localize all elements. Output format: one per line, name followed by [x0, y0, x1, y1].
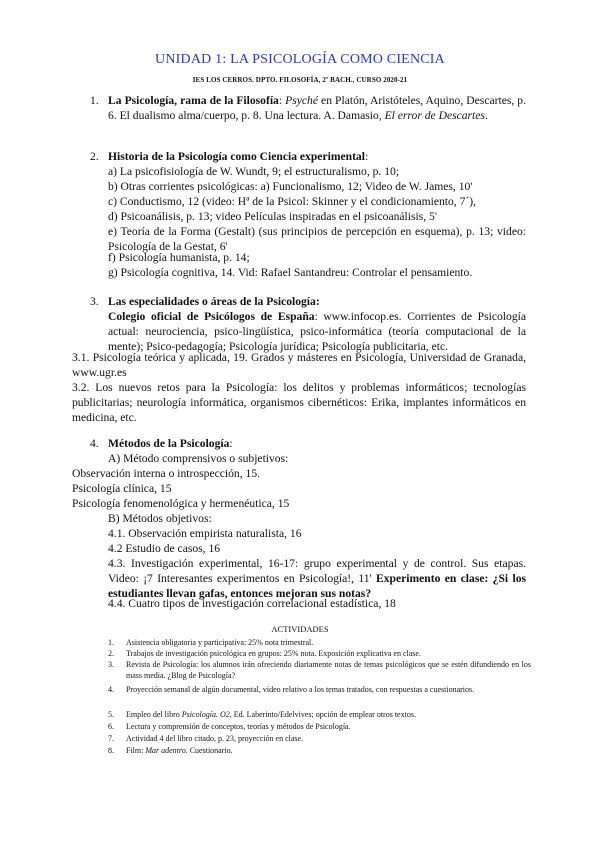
list-item: d) Psicoanálisis, p. 13; video Películas inspiradas en el psicoanálisis, 5' — [108, 210, 437, 223]
page-subtitle: IES LOS CERROS. DPTO. FILOSOFÍA, 2º BACH., CURSO 2020-21 — [192, 76, 408, 84]
list-item: b) Otras corrientes psicológicas: a) Funcionalismo, 12; Video de W. James, 10' — [108, 180, 473, 193]
list-item: e) Teoría de la Forma (Gestalt) (sus principios de percepción en esquema), p. 13; video: Psicología de la Gestat, 6' — [108, 225, 526, 253]
method-b: B) Métodos objetivos: — [108, 512, 212, 525]
section-3-2: 3.2. Los nuevos retos para la Psicología: los delitos y problemas informáticos; tecnologías publicitarias; neurología informática, organismos cibernéticos: Erika, implantes informáticos en medicina, etc. — [72, 381, 526, 424]
list-item: a) La psicofisiología de W. Wundt, 9; el estructuralismo, p. 10; — [108, 165, 400, 178]
section-1-heading: La Psicología, rama de la Filosofía — [108, 94, 279, 107]
method-item: 4.4. Cuatro tipos de investigación correlacional estadística, 18 — [108, 597, 396, 610]
section-3-heading: Las especialidades o áreas de la Psicología: — [108, 295, 320, 308]
section-1-text: La Psicología, rama de la Filosofía: Psyché en Platón, Aristóteles, Aquino, Descartes, p. 6. El dualismo alma/cuerpo, p. 8. Una lectura. A. Damasio, El error de Descartes. — [108, 94, 527, 122]
activity-item: Proyección semanal de algún documental, vídeo relativo a los temas tratados, con respuestas a cuestionarios. — [126, 685, 475, 694]
section-4-number: 4. — [90, 437, 99, 450]
section-3-1: 3.1. Psicología teórica y aplicada, 19. Grados y másteres en Psicología, Universidad de Granada, www.ugr.es — [72, 351, 526, 379]
book-title: El error de Descartes — [384, 109, 485, 122]
section-2-number: 2. — [90, 150, 99, 163]
activity-item: Film: Mar adentro. Cuestionario. — [126, 746, 233, 755]
activity-item: Revista de Psicología: los alumnos irán ofreciendo diariamente notas de temas psicológicos que se estén difundiendo en los mass media. ¿Blog de Psicología? — [126, 660, 531, 680]
activity-item: Trabajos de investigación psicológica en grupos: 25% nota. Exposición explicativa en clase. — [126, 649, 421, 658]
activity-item: Empleo del libro Psicología. O2, Ed. Laberinto/Edelvives; opción de emplear otros textos. — [126, 710, 416, 719]
section-3-number: 3. — [90, 295, 99, 308]
list-item: g) Psicología cognitiva, 14. Vid: Rafael Santandreu: Controlar el pensamiento. — [108, 266, 473, 279]
list-item: f) Psicología humanista, p. 14; — [108, 251, 250, 264]
section-1-number: 1. — [90, 94, 99, 107]
method-item: 4.1. Observación empirista naturalista, 16 — [108, 527, 302, 540]
method-item: 4.3. Investigación experimental, 16-17: grupo experimental y de control. Sus etapas. Video: ¡7 Interesantes experimentos en Psicología!, 11' Experimento en clase: ¿Si los estudiantes llevan gafas, entonces mejoran sus notas? — [108, 557, 527, 600]
method-item: Psicología clínica, 15 — [72, 482, 172, 495]
activities-heading: ACTIVIDADES — [271, 624, 329, 634]
page-title: UNIDAD 1: LA PSICOLOGÍA COMO CIENCIA — [155, 52, 445, 67]
method-item: 4.2 Estudio de casos, 16 — [108, 542, 221, 555]
method-item: Psicología fenomenológica y hermenéutica, 15 — [72, 497, 290, 510]
method-a: A) Método comprensivos o subjetivos: — [108, 452, 289, 465]
section-3-colegio: Colegio oficial de Psicólogos de España: www.infocop.es. Corrientes de Psicología actual: neurociencia, psico-lingüística, psico-informática (teoría computacional de la mente); Psico-pedagogía; Psicología jurídica; Psicología publicitaria, etc. — [108, 310, 526, 353]
psyche-term: Psyché — [285, 94, 318, 107]
method-item: Observación interna o introspección, 15. — [72, 467, 261, 480]
list-item: c) Conductismo, 12 (video: Hª de la Psicol: Skinner y el condicionamiento, 7´), — [108, 195, 477, 208]
section-2-heading: Historia de la Psicología como Ciencia experimental: — [108, 150, 369, 163]
activity-item: Asistencia obligatoria y participativa: 25% nota trimestral. — [126, 638, 314, 647]
activity-item: Actividad 4 del libro citado, p. 23, proyección en clase. — [126, 734, 304, 743]
section-4-heading: Métodos de la Psicología: — [108, 437, 233, 450]
activity-item: Lectura y comprensión de conceptos, teorías y métodos de Psicología. — [126, 722, 351, 731]
